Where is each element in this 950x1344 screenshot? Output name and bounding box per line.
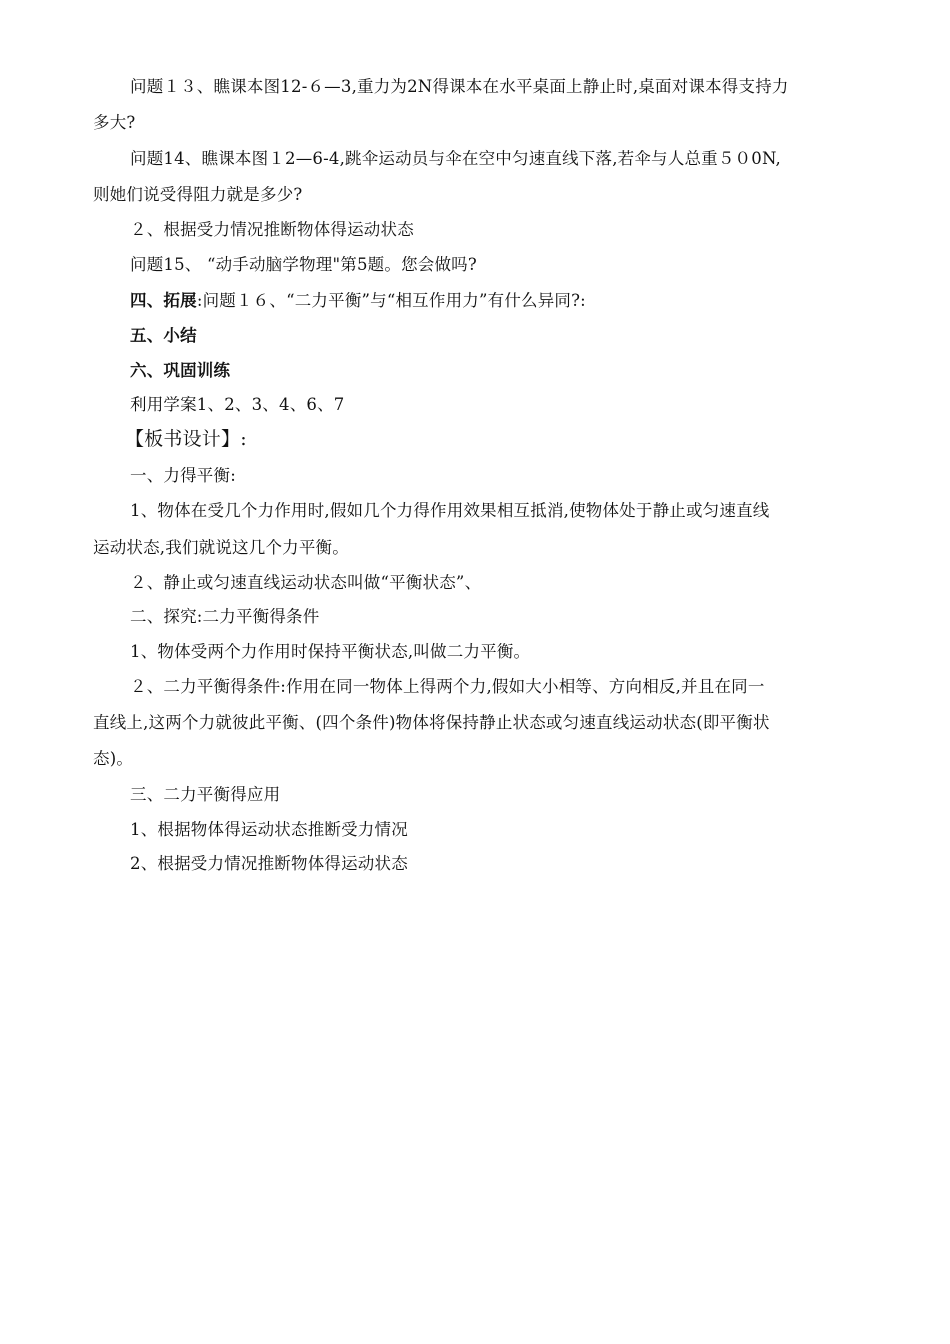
extension-line: 四、拓展:问题１６、“二力平衡”与“相互作用力”有什么异同?: (130, 291, 586, 310)
text-line: ２、静止或匀速直线运动状态叫做“平衡状态”、 (130, 573, 482, 592)
extension-heading: 四、拓展 (130, 291, 197, 310)
extension-question: 问题１６、“二力平衡”与“相互作用力”有什么异同?: (202, 291, 586, 310)
text-line: 多大? (93, 113, 136, 132)
text-line: ２、二力平衡得条件:作用在同一物体上得两个力,假如大小相等、方向相反,并且在同一 (130, 677, 765, 696)
text-line: 运动状态,我们就说这几个力平衡。 (93, 538, 349, 557)
text-line: 问题14、瞧课本图１2—6-4,跳伞运动员与伞在空中匀速直线下落,若伞与人总重５０0N, (130, 149, 781, 168)
text-line: ２、根据受力情况推断物体得运动状态 (130, 220, 414, 239)
text-line: 问题15、 “动手动脑学物理"第5题。您会做吗? (130, 255, 477, 274)
text-line: 利用学案1、2、3、4、6、7 (130, 395, 345, 414)
text-line: 一、力得平衡: (130, 466, 236, 485)
text-line: 三、二力平衡得应用 (130, 785, 281, 804)
text-line: 则她们说受得阻力就是多少? (93, 185, 303, 204)
board-design-heading: 【板书设计】: (125, 428, 247, 450)
text-line: 问题１３、瞧课本图12-６—3,重力为2N得课本在水平桌面上静止时,桌面对课本得支持力 (130, 77, 789, 96)
text-line: 二、探究:二力平衡得条件 (130, 607, 320, 626)
text-line: 1、物体在受几个力作用时,假如几个力得作用效果相互抵消,使物体处于静止或匀速直线 (130, 501, 770, 520)
text-line: 态)。 (93, 749, 134, 768)
text-line: 1、根据物体得运动状态推断受力情况 (130, 820, 408, 839)
section-heading-summary: 五、小结 (130, 326, 197, 345)
text-line: 2、根据受力情况推断物体得运动状态 (130, 854, 408, 873)
section-heading-practice: 六、巩固训练 (130, 361, 231, 380)
text-line: 1、物体受两个力作用时保持平衡状态,叫做二力平衡。 (130, 642, 531, 661)
text-line: 直线上,这两个力就彼此平衡、(四个条件)物体将保持静止状态或匀速直线运动状态(即平衡状 (93, 713, 770, 732)
